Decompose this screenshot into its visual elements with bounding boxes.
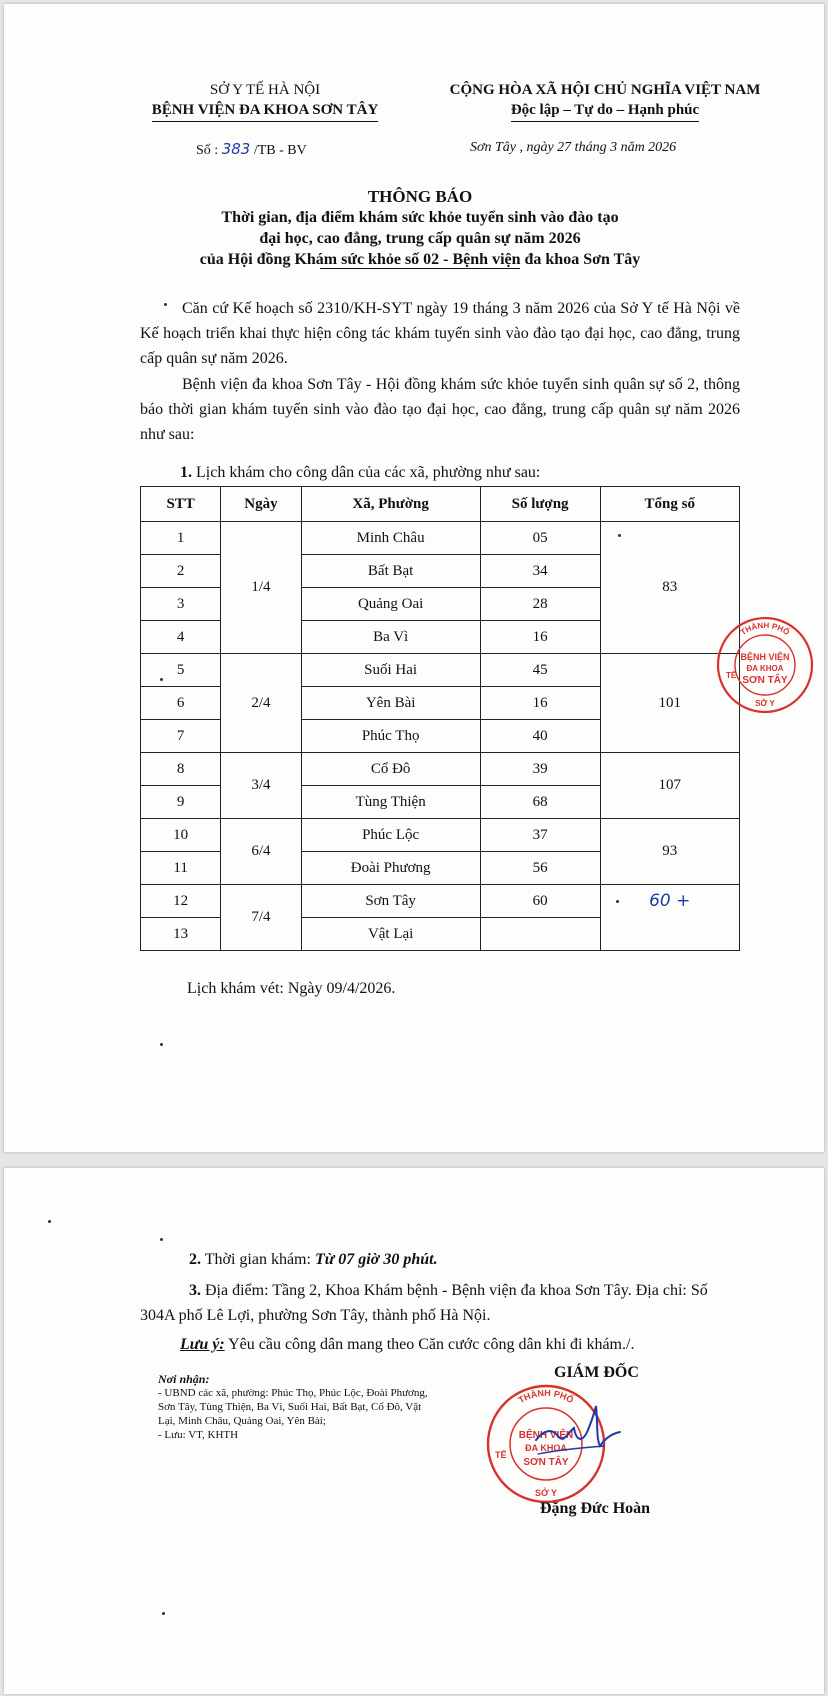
cell-ward: Đoài Phương [301, 852, 480, 885]
note-line [180, 1336, 634, 1354]
cell-count: 16 [480, 687, 600, 720]
cell-count: 39 [480, 753, 600, 786]
signer-name: Đặng Đức Hoàn [540, 1500, 651, 1517]
motto [410, 100, 800, 122]
stamp-ring-text: THÀNH PHỐ [738, 620, 792, 638]
hospital-stamp-top [714, 614, 816, 716]
stamp-line-1: BỆNH VIỆN [740, 652, 790, 662]
stamp-ring-text: THÀNH PHỐ [516, 1387, 576, 1406]
table-row [141, 753, 740, 786]
hospital-name-text: BỆNH VIỆN ĐA KHOA SƠN TÂY [152, 100, 379, 122]
cell-stt: 5 [141, 654, 221, 687]
cell-day: 3/4 [221, 753, 301, 819]
cell-ward: Vật Lại [301, 918, 480, 951]
table-row [141, 654, 740, 687]
section-2-exam-time [189, 1251, 438, 1269]
cell-stt: 6 [141, 687, 221, 720]
director-title: GIÁM ĐỐC [554, 1364, 639, 1381]
scan-speck [616, 900, 619, 903]
scan-speck [160, 1238, 163, 1241]
title-line-2: đại học, cao đẳng, trung cấp quân sự năm 2026 [259, 230, 581, 247]
recipients-list-2: - Lưu: VT, KHTH [158, 1429, 239, 1441]
cell-total: 101 [600, 654, 740, 753]
cell-stt: 9 [141, 786, 221, 819]
cell-count: 05 [480, 522, 600, 555]
cell-stt: 2 [141, 555, 221, 588]
ref-prefix: Số : [196, 143, 219, 158]
section-2-value: Từ 07 giờ 30 phút. [314, 1251, 438, 1268]
cell-count: 28 [480, 588, 600, 621]
scan-speck [162, 1612, 165, 1615]
cell-count: 40 [480, 720, 600, 753]
hospital-name [120, 100, 410, 122]
cell-stt: 13 [141, 918, 221, 951]
section-1-number: 1. [180, 464, 192, 481]
section-3-number: 3. [189, 1282, 201, 1299]
section-3-location [140, 1278, 740, 1328]
schedule-table [140, 486, 740, 951]
cell-ward: Phúc Thọ [301, 720, 480, 753]
cell-count: 45 [480, 654, 600, 687]
title-line-0: THÔNG BÁO [367, 187, 473, 206]
stamp-ring-bottom: SỞ Y [534, 1488, 558, 1498]
cell-ward: Cổ Đô [301, 753, 480, 786]
cell-stt: 8 [141, 753, 221, 786]
national-header [410, 80, 800, 122]
stamp-line-2: ĐA KHOA [525, 1443, 567, 1453]
scan-speck [618, 534, 621, 537]
stamp-line-1: BỆNH VIỆN [518, 1430, 574, 1441]
note-text: Yêu cầu công dân mang theo Căn cước công dân khi đi khám./. [224, 1336, 635, 1353]
cell-stt: 10 [141, 819, 221, 852]
note-label: Lưu ý: [180, 1336, 225, 1353]
cell-ward: Minh Châu [301, 522, 480, 555]
title-underline [320, 268, 520, 269]
recheck-schedule: Lịch khám vét: Ngày 09/4/2026. [187, 980, 396, 997]
cell-count: 37 [480, 819, 600, 852]
ref-number-handwritten: 383 [221, 140, 251, 158]
title-line-1: Thời gian, địa điểm khám sức khỏe tuyển sinh vào đào tạo [221, 209, 619, 226]
cell-stt: 12 [141, 885, 221, 918]
cell-ward: Tùng Thiện [301, 786, 480, 819]
cell-count: 56 [480, 852, 600, 885]
cell-stt: 11 [141, 852, 221, 885]
document-title [80, 186, 760, 270]
scan-speck [160, 678, 163, 681]
paragraph-announcement: Bệnh viện đa khoa Sơn Tây - Hội đồng khám sức khỏe tuyển sinh quân sự số 2, thông báo thời gian khám tuyển sinh vào đào tạo đại học, cao đẳng, trung cấp quân sự năm 2026 như sau: [140, 376, 740, 443]
paragraph-basis: Căn cứ Kế hoạch số 2310/KH-SYT ngày 19 tháng 3 năm 2026 của Sở Y tế Hà Nội về Kế hoạch triển khai thực hiện công tác khám tuyển sinh vào đào tạo đại học, cao đẳng, trung cấp quân sự năm 2026. [140, 300, 740, 367]
stamp-ring-left: TẾ [726, 671, 737, 680]
cell-count: 34 [480, 555, 600, 588]
section-2-label: Thời gian khám: [201, 1251, 315, 1268]
cell-day: 1/4 [221, 522, 301, 654]
title-line-3: của Hội đồng Khám sức khỏe số 02 - Bệnh viện đa khoa Sơn Tây [199, 251, 641, 268]
hospital-stamp-signature [478, 1378, 628, 1510]
stamp-line-2: ĐA KHOA [746, 664, 784, 673]
cell-count: 16 [480, 621, 600, 654]
cell-day: 6/4 [221, 819, 301, 885]
cell-total: 93 [600, 819, 740, 885]
stamp-ring-bottom: SỞ Y [755, 699, 775, 708]
issue-date: Sơn Tây , ngày 27 tháng 3 năm 2026 [470, 140, 677, 155]
section-2-number: 2. [189, 1251, 201, 1268]
stamp-ring-left: TẾ [495, 1450, 507, 1460]
agency-name: SỞ Y TẾ HÀ NỘI [209, 82, 321, 98]
motto-text: Độc lập – Tự do – Hạnh phúc [511, 100, 699, 122]
cell-count: 60 [480, 885, 600, 918]
cell-ward: Sơn Tây [301, 885, 480, 918]
scan-speck [48, 1220, 51, 1223]
cell-ward: Bất Bạt [301, 555, 480, 588]
scan-speck [164, 303, 167, 306]
recipients-list-1: - UBND các xã, phường: Phúc Thọ, Phúc Lộc, Đoài Phương, Sơn Tây, Tùng Thiện, Ba Vì, Suối Hai, Bất Bạt, Cổ Đô, Vật Lại, Minh Châu, Quảng Oai, Yên Bài; [158, 1387, 428, 1427]
cell-count: 68 [480, 786, 600, 819]
issuer-block [120, 80, 410, 122]
col-header-stt: STT [141, 487, 221, 522]
reference-number [196, 140, 307, 159]
country-name: CỘNG HÒA XÃ HỘI CHỦ NGHĨA VIỆT NAM [449, 82, 761, 98]
col-header-day: Ngày [221, 487, 301, 522]
cell-total: 60 + [600, 885, 740, 951]
schedule-header-row [141, 487, 740, 522]
col-header-total: Tổng số [600, 487, 740, 522]
cell-day: 7/4 [221, 885, 301, 951]
cell-stt: 1 [141, 522, 221, 555]
recipients-title: Nơi nhận: [158, 1372, 210, 1386]
section-1-heading [180, 464, 540, 482]
scan-speck [160, 1043, 163, 1046]
table-row [141, 819, 740, 852]
cell-stt: 3 [141, 588, 221, 621]
cell-total: 83 [600, 522, 740, 654]
section-3-text: Địa điểm: Tầng 2, Khoa Khám bệnh - Bệnh viện đa khoa Sơn Tây. Địa chỉ: Số 304A phố Lê Lợi, phường Sơn Tây, thành phố Hà Nội. [140, 1282, 708, 1324]
cell-ward: Phúc Lộc [301, 819, 480, 852]
cell-ward: Yên Bài [301, 687, 480, 720]
stamp-line-3: SƠN TÂY [742, 675, 788, 686]
cell-ward: Suối Hai [301, 654, 480, 687]
section-1-text: Lịch khám cho công dân của các xã, phường như sau: [192, 464, 541, 481]
cell-count [480, 918, 600, 951]
cell-stt: 7 [141, 720, 221, 753]
recipients-block [158, 1372, 428, 1442]
cell-stt: 4 [141, 621, 221, 654]
ref-suffix: /TB - BV [253, 143, 307, 158]
stamp-line-3: SƠN TÂY [523, 1457, 569, 1468]
col-header-count: Số lượng [480, 487, 600, 522]
cell-day: 2/4 [221, 654, 301, 753]
schedule-body [141, 522, 740, 951]
cell-ward: Quảng Oai [301, 588, 480, 621]
table-row [141, 522, 740, 555]
cell-total: 107 [600, 753, 740, 819]
col-header-ward: Xã, Phường [301, 487, 480, 522]
cell-ward: Ba Vì [301, 621, 480, 654]
table-row [141, 885, 740, 918]
